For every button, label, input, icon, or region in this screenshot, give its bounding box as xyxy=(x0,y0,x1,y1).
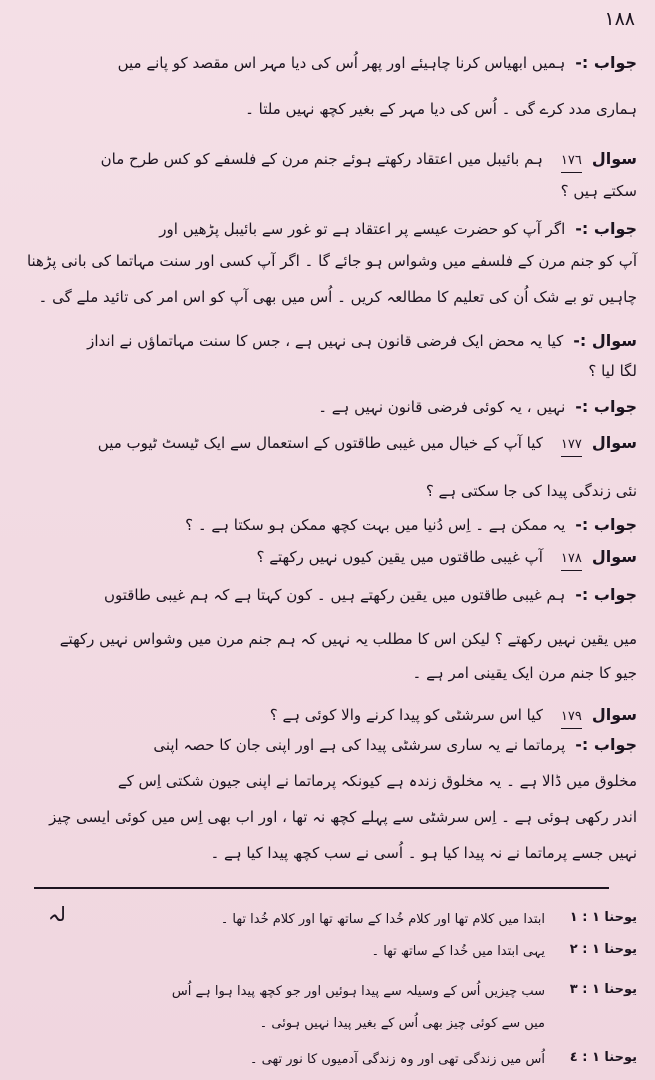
line-text: کیا یہ محض ایک فرضی قانون ہی نہیں ہے ، جس کا سنت مہاتماؤں نے انداز xyxy=(87,332,564,350)
text-line xyxy=(413,662,637,684)
line-text: کیا اس سرشٹی کو پیدا کرنے والا کوئی ہے ؟ xyxy=(269,706,543,724)
question-number: ١٧٦ xyxy=(561,150,582,173)
text-line xyxy=(98,432,637,457)
text-line xyxy=(60,628,637,650)
footnote-mark: لہ xyxy=(48,902,66,926)
text-line xyxy=(104,584,637,606)
line-text: لگا لیا ؟ xyxy=(588,362,637,380)
question-number: ١٧٩ xyxy=(561,706,582,729)
line-text: آپ کو جنم مرن کے فلسفے میں وشواس ہو جائے گا ۔ اگر آپ کسی اور سنت مہاتما کی بانی پڑھنا xyxy=(26,252,637,270)
text-line xyxy=(153,734,637,756)
text-line xyxy=(211,842,638,864)
line-text: نہیں جسے پرماتما نے نہ پیدا کیا ہو ۔ اُسی نے سب کچھ پیدا کیا ہے ۔ xyxy=(210,844,637,862)
text-line xyxy=(101,148,637,173)
qa-label: جواب :- xyxy=(575,53,637,72)
line-text: اندر رکھی ہوئی ہے ۔ اِس سرشٹی سے پہلے کچھ نہ تھا ، اور اب بھی اِس میں کوئی ایسی چیز xyxy=(49,808,637,826)
qa-label: سوال xyxy=(591,705,637,724)
line-text: مخلوق میں ڈالا ہے ۔ یہ مخلوق زندہ ہے کیونکہ پرماتما نے اپنی جیون شکتی اِس کے xyxy=(117,772,637,790)
footnote-text: سب چیزیں اُس کے وسیلہ سے پیدا ہوئیں اور جو کچھ پیدا ہوا ہے اُس xyxy=(171,984,545,999)
footnote-reference: یوحنا ١ : ١ xyxy=(569,910,637,925)
footnote-text: اُس میں زندگی تھی اور وہ زندگی آدمیوں کا نور تھی ۔ xyxy=(249,1052,545,1067)
qa-label: سوال xyxy=(591,149,637,168)
line-text: چاہیں تو بے شک اُن کی تعلیم کا مطالعہ کریں ۔ اُس میں بھی آپ کو اس امر کی تائید ملے گی ۔ xyxy=(38,288,637,306)
qa-label: جواب :- xyxy=(575,585,637,604)
text-line xyxy=(185,514,637,536)
text-line xyxy=(270,704,637,729)
text-line xyxy=(49,806,637,828)
qa-label: جواب :- xyxy=(575,397,637,416)
line-text: میں یقین نہیں رکھتے ؟ لیکن اس کا مطلب یہ نہیں کہ ہم جنم مرن میں وشواس نہیں رکھتے xyxy=(59,630,637,648)
footnote-reference: یوحنا ١ : ٢ xyxy=(569,942,637,957)
footnote-reference: یوحنا ١ : ٤ xyxy=(569,1050,637,1065)
line-text: نئی زندگی پیدا کی جا سکتی ہے ؟ xyxy=(425,482,637,500)
footnote-text: یہی ابتدا میں خُدا کے ساتھ تھا ۔ xyxy=(371,944,545,959)
line-text: ہماری مدد کرے گی ۔ اُس کی دیا مہر کے بغیر کچھ نہیں ملتا ۔ xyxy=(245,100,637,118)
text-line xyxy=(318,396,637,418)
footnote-text: میں سے کوئی چیز بھی اُس کے بغیر پیدا نہیں ہوئی ۔ xyxy=(259,1016,545,1031)
line-text: ہم غیبی طاقتوں میں یقین رکھتے ہیں ۔ کون کہتا ہے کہ ہم غیبی طاقتوں xyxy=(103,586,566,604)
qa-label: جواب :- xyxy=(575,515,637,534)
footnote-text: ابتدا میں کلام تھا اور کلام خُدا کے ساتھ تھا اور کلام خُدا تھا ۔ xyxy=(220,912,545,927)
text-line xyxy=(257,546,638,571)
line-text: پرماتما نے یہ ساری سرشٹی پیدا کی ہے اور اپنی جان کا حصہ اپنی xyxy=(153,736,566,754)
line-text: جیو کا جنم مرن ایک یقینی امر ہے ۔ xyxy=(412,664,637,682)
text-line xyxy=(87,330,637,352)
text-line xyxy=(561,180,637,202)
qa-label: جواب :- xyxy=(575,219,637,238)
line-text: نہیں ، یہ کوئی فرضی قانون نہیں ہے ۔ xyxy=(318,398,566,416)
line-text: ہم بائیبل میں اعتقاد رکھتے ہوئے جنم مرن کے فلسفے کو کس طرح مان xyxy=(100,150,543,168)
line-text: سکتے ہیں ؟ xyxy=(560,182,637,200)
qa-label: سوال xyxy=(591,547,637,566)
text-line xyxy=(426,480,637,502)
qa-label: سوال :- xyxy=(573,331,637,350)
text-line xyxy=(588,360,637,382)
question-number: ١٧٨ xyxy=(561,548,582,571)
text-line xyxy=(159,218,637,240)
text-line xyxy=(27,250,637,272)
line-text: یہ ممکن ہے ۔ اِس دُنیا میں بہت کچھ ممکن ہو سکتا ہے ۔ ؟ xyxy=(185,516,566,534)
line-text: کیا آپ کے خیال میں غیبی طاقتوں کے استعمال سے ایک ٹیسٹ ٹیوب میں xyxy=(97,434,543,452)
footnote-reference: یوحنا ١ : ٣ xyxy=(569,982,637,997)
page-number: ١٨٨ xyxy=(604,8,635,30)
qa-label: جواب :- xyxy=(575,735,637,754)
footnote-divider xyxy=(34,887,609,889)
text-line xyxy=(245,98,637,120)
text-line xyxy=(118,770,637,792)
qa-label: سوال xyxy=(591,433,637,452)
question-number: ١٧٧ xyxy=(561,434,582,457)
line-text: ہمیں ابھیاس کرنا چاہیئے اور پھر اُس کی دیا مہر اس مقصد کو پانے میں xyxy=(117,54,566,72)
text-line xyxy=(118,52,637,74)
line-text: آپ غیبی طاقتوں میں یقین کیوں نہیں رکھتے ؟ xyxy=(256,548,543,566)
text-line xyxy=(39,286,637,308)
line-text: اگر آپ کو حضرت عیسے پر اعتقاد ہے تو غور سے بائیبل پڑھیں اور xyxy=(159,220,566,238)
